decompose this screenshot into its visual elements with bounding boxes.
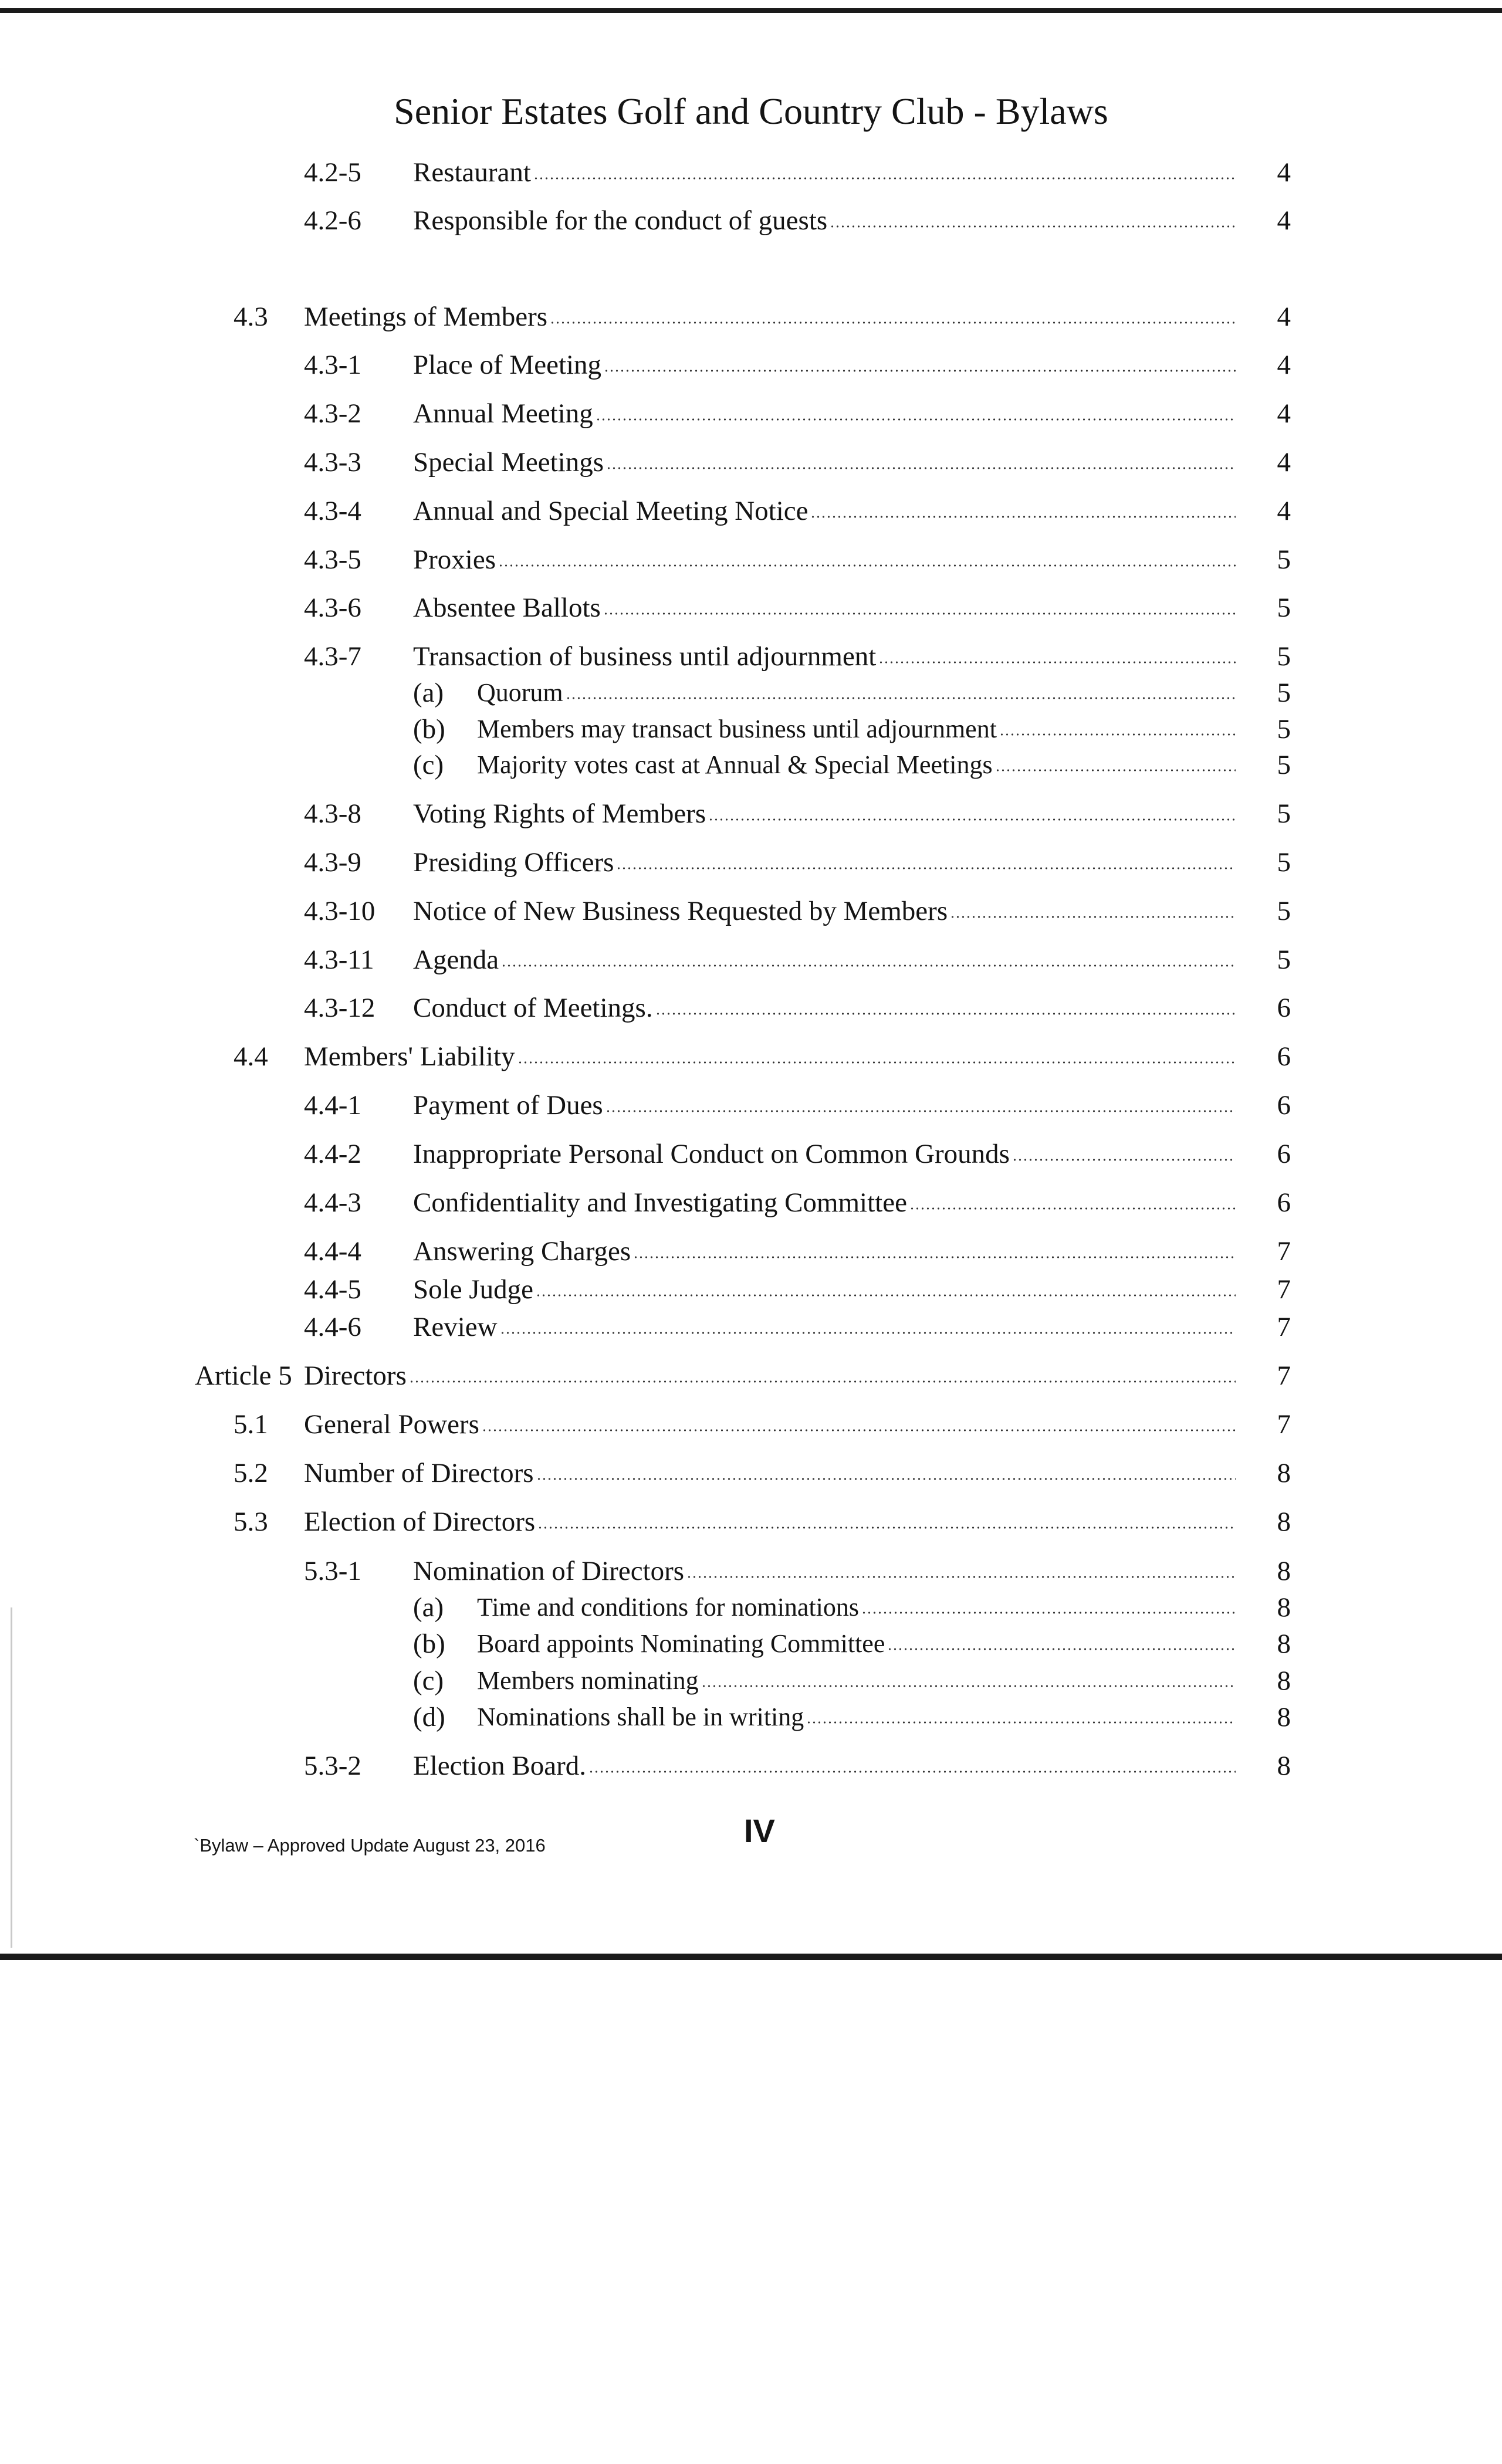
toc-entry: [0, 1271, 1502, 1308]
toc-entry-label: Voting Rights of Members: [413, 798, 706, 829]
toc-entry: [0, 202, 1502, 239]
toc-entry-number: (d): [413, 1702, 445, 1732]
toc-entry-number: 4.3: [234, 302, 268, 332]
toc-entry-number: 5.1: [234, 1409, 268, 1440]
toc-entry-number: (b): [413, 714, 445, 744]
toc-entry-page: 5: [1277, 750, 1291, 780]
dot-leader: [501, 963, 1236, 969]
dot-leader: [616, 865, 1236, 871]
toc-entry-label: Inappropriate Personal Conduct on Common Grounds: [413, 1139, 1010, 1169]
toc-entry: [0, 674, 1502, 712]
dot-leader: [500, 1330, 1236, 1336]
toc-entry: [0, 346, 1502, 384]
toc-entry-page: 5: [1277, 678, 1291, 708]
toc-entry-page: 4: [1277, 157, 1291, 188]
toc-entry-page: 7: [1277, 1312, 1291, 1342]
toc-entry-label: General Powers: [304, 1409, 479, 1440]
page-title: Senior Estates Golf and Country Club - Bylaws: [394, 90, 1108, 132]
toc-entry: [0, 492, 1502, 530]
toc-entry-number: 5.3-1: [304, 1556, 361, 1586]
toc-entry-label: Presiding Officers: [413, 847, 614, 878]
toc-entry-page: 8: [1277, 1592, 1291, 1623]
toc-entry-page: 8: [1277, 1666, 1291, 1696]
toc-entry-page: 4: [1277, 350, 1291, 380]
toc-entry-number: 4.3-4: [304, 496, 361, 526]
toc-entry-number: 4.3-7: [304, 641, 361, 672]
dot-leader: [999, 732, 1236, 737]
toc-entry: [0, 1184, 1502, 1221]
toc-entry-number: 4.4-1: [304, 1090, 361, 1121]
toc-entry-number: 4.3-5: [304, 544, 361, 575]
toc-entry-label: Restaurant: [413, 157, 531, 188]
bottom-border-rule: [0, 1954, 1502, 1960]
toc-entry-page: 4: [1277, 496, 1291, 526]
toc-entry: [0, 1747, 1502, 1785]
dot-leader: [701, 1683, 1236, 1689]
toc-entry-label: Place of Meeting: [413, 350, 602, 380]
toc-entry-label: Members may transact business until adjournment: [477, 715, 997, 743]
toc-entry-number: (b): [413, 1629, 445, 1659]
toc-entry-page: 6: [1277, 1090, 1291, 1121]
toc-entry: [0, 710, 1502, 748]
toc-entry: [0, 395, 1502, 432]
toc-entry-number: 5.2: [234, 1458, 268, 1488]
toc-entry-page: 6: [1277, 1041, 1291, 1072]
toc-entry-number: (c): [413, 1666, 444, 1696]
dot-leader: [861, 1610, 1236, 1616]
toc-entry-page: 7: [1277, 1274, 1291, 1305]
dot-leader: [633, 1254, 1236, 1260]
dot-leader: [537, 1525, 1236, 1531]
toc-entry-label: Annual Meeting: [413, 398, 593, 429]
toc-entry-page: 5: [1277, 714, 1291, 744]
toc-entry-page: 7: [1277, 1360, 1291, 1391]
toc-entry-page: 5: [1277, 641, 1291, 672]
toc-entry: [0, 1589, 1502, 1626]
toc-entry: [0, 1087, 1502, 1124]
dot-leader: [536, 1476, 1236, 1482]
toc-entry-label: Review: [413, 1312, 498, 1342]
dot-leader: [878, 659, 1236, 665]
toc-entry-number: (c): [413, 750, 444, 780]
toc-entry-number: 4.3-9: [304, 847, 361, 878]
toc-entry-page: 4: [1277, 205, 1291, 236]
toc-entry-label: Conduct of Meetings.: [413, 993, 653, 1023]
toc-entry: [0, 795, 1502, 832]
toc-entry-number: 5.3: [234, 1507, 268, 1537]
toc-entry-page: 7: [1277, 1409, 1291, 1440]
toc-entry-label: Nomination of Directors: [413, 1556, 685, 1586]
dot-leader: [686, 1574, 1236, 1580]
toc-entry-number: 4.3-6: [304, 593, 361, 623]
toc-entry-page: 5: [1277, 593, 1291, 623]
toc-entry-number: 4.4-2: [304, 1139, 361, 1169]
toc-entry-label: Notice of New Business Requested by Members: [413, 896, 948, 926]
dot-leader: [603, 611, 1236, 617]
dot-leader: [810, 514, 1236, 520]
toc-entry-number: 4.3-10: [304, 896, 376, 926]
toc-entry: [0, 1038, 1502, 1075]
toc-entry-label: Special Meetings: [413, 447, 604, 478]
dot-leader: [950, 914, 1236, 920]
toc-entry-label: Election of Directors: [304, 1507, 536, 1537]
toc-entry-label: Sole Judge: [413, 1274, 533, 1305]
toc-entry-number: 4.3-2: [304, 398, 361, 429]
toc-entry-page: 8: [1277, 1507, 1291, 1537]
toc-entry-number: 4.4-3: [304, 1187, 361, 1218]
toc-entry-page: 8: [1277, 1702, 1291, 1732]
toc-entry-page: 5: [1277, 544, 1291, 575]
toc-entry: [0, 298, 1502, 336]
toc-entry-label: Responsible for the conduct of guests: [413, 205, 828, 236]
toc-entry-number: 4.4-5: [304, 1274, 361, 1305]
top-border-rule: [0, 8, 1502, 13]
toc-entry-label: Time and conditions for nominations: [477, 1593, 860, 1622]
dot-leader: [606, 465, 1236, 471]
dot-leader: [995, 767, 1236, 773]
toc-entry: [0, 1233, 1502, 1270]
toc-entry-page: 4: [1277, 447, 1291, 478]
dot-leader: [482, 1427, 1236, 1433]
dot-leader: [533, 175, 1236, 181]
dot-leader: [566, 695, 1236, 701]
toc-entry: [0, 638, 1502, 675]
toc-entry-number: 4.4: [234, 1041, 268, 1072]
toc-entry: [0, 746, 1502, 784]
dot-leader: [887, 1646, 1236, 1652]
dot-leader: [550, 320, 1236, 326]
dot-leader: [605, 1108, 1236, 1114]
toc-entry-label: Transaction of business until adjournment: [413, 641, 877, 672]
toc-entry-number: 4.3-12: [304, 993, 376, 1023]
toc-entry-label: Members nominating: [477, 1666, 699, 1695]
toc-entry-label: Directors: [304, 1360, 407, 1391]
toc-entry-number: (a): [413, 1592, 444, 1623]
toc-entry-number: 4.3-3: [304, 447, 361, 478]
toc-entry-page: 5: [1277, 945, 1291, 975]
toc-entry-label: Payment of Dues: [413, 1090, 603, 1121]
toc-entry-label: Meetings of Members: [304, 302, 548, 332]
toc-entry-page: 4: [1277, 398, 1291, 429]
toc-entry-number: (a): [413, 678, 444, 708]
toc-entry-page: 8: [1277, 1751, 1291, 1781]
dot-leader: [655, 1011, 1236, 1017]
toc-entry-label: Agenda: [413, 945, 499, 975]
dot-leader: [517, 1060, 1236, 1065]
toc-entry: [0, 989, 1502, 1027]
toc-entry-page: 5: [1277, 896, 1291, 926]
toc-entry: [0, 589, 1502, 627]
toc-entry-label: Nominations shall be in writing: [477, 1703, 804, 1731]
toc-entry-page: 8: [1277, 1629, 1291, 1659]
toc-entry-page: 8: [1277, 1458, 1291, 1488]
toc-entry-label: Number of Directors: [304, 1458, 534, 1488]
toc-entry: [0, 1662, 1502, 1700]
toc-entry-number: 4.3-11: [304, 945, 374, 975]
toc-entry-label: Quorum: [477, 678, 563, 707]
toc-entry-number: 4.2-5: [304, 157, 361, 188]
dot-leader: [806, 1720, 1236, 1725]
toc-entry: [0, 1357, 1502, 1395]
toc-entry-label: Election Board.: [413, 1751, 586, 1781]
toc-entry-page: 5: [1277, 798, 1291, 829]
toc-entry-label: Board appoints Nominating Committee: [477, 1629, 885, 1658]
toc-entry-page: 4: [1277, 302, 1291, 332]
toc-entry: [0, 1406, 1502, 1443]
dot-leader: [708, 817, 1236, 823]
dot-leader: [588, 1769, 1236, 1775]
toc-entry-label: Annual and Special Meeting Notice: [413, 496, 808, 526]
toc-entry-label: Proxies: [413, 544, 496, 575]
toc-entry: [0, 1135, 1502, 1173]
toc-entry-page: 7: [1277, 1236, 1291, 1267]
dot-leader: [596, 417, 1236, 422]
footer-page-number: IV: [744, 1812, 775, 1849]
toc-entry: [0, 892, 1502, 930]
toc-entry: [0, 1503, 1502, 1541]
toc-entry-number: 4.3-8: [304, 798, 361, 829]
dot-leader: [536, 1292, 1236, 1298]
toc-entry: [0, 941, 1502, 979]
toc-entry-page: 6: [1277, 993, 1291, 1023]
toc-entry-page: 6: [1277, 1139, 1291, 1169]
toc-entry: [0, 1625, 1502, 1663]
toc-entry-number: 4.2-6: [304, 205, 361, 236]
toc-entry-number: 4.4-4: [304, 1236, 361, 1267]
dot-leader: [1012, 1157, 1236, 1163]
footer-revision-note: `Bylaw – Approved Update August 23, 2016: [194, 1835, 546, 1856]
toc-entry-page: 5: [1277, 847, 1291, 878]
toc-entry: [0, 1698, 1502, 1736]
toc-entry-number: 4.3-1: [304, 350, 361, 380]
toc-entry-number: 4.4-6: [304, 1312, 361, 1342]
toc-entry-label: Confidentiality and Investigating Committee: [413, 1187, 907, 1218]
dot-leader: [498, 563, 1236, 568]
dot-leader: [604, 368, 1236, 374]
toc-entry: [0, 844, 1502, 881]
toc-entry-page: 6: [1277, 1187, 1291, 1218]
toc-entry: [0, 154, 1502, 191]
dot-leader: [409, 1379, 1236, 1385]
toc-entry-label: Absentee Ballots: [413, 593, 601, 623]
toc-entry: [0, 1454, 1502, 1492]
toc-entry-label: Majority votes cast at Annual & Special Meetings: [477, 750, 993, 779]
toc-entry-number: Article 5: [195, 1360, 292, 1391]
toc-entry: [0, 1552, 1502, 1590]
dot-leader: [830, 224, 1236, 229]
toc-entry: [0, 1308, 1502, 1346]
toc-entry-label: Answering Charges: [413, 1236, 631, 1267]
toc-entry-page: 8: [1277, 1556, 1291, 1586]
toc-entry-number: 5.3-2: [304, 1751, 361, 1781]
toc-entry: [0, 444, 1502, 481]
toc-entry: [0, 541, 1502, 578]
dot-leader: [909, 1206, 1236, 1211]
toc-entry-label: Members' Liability: [304, 1041, 515, 1072]
